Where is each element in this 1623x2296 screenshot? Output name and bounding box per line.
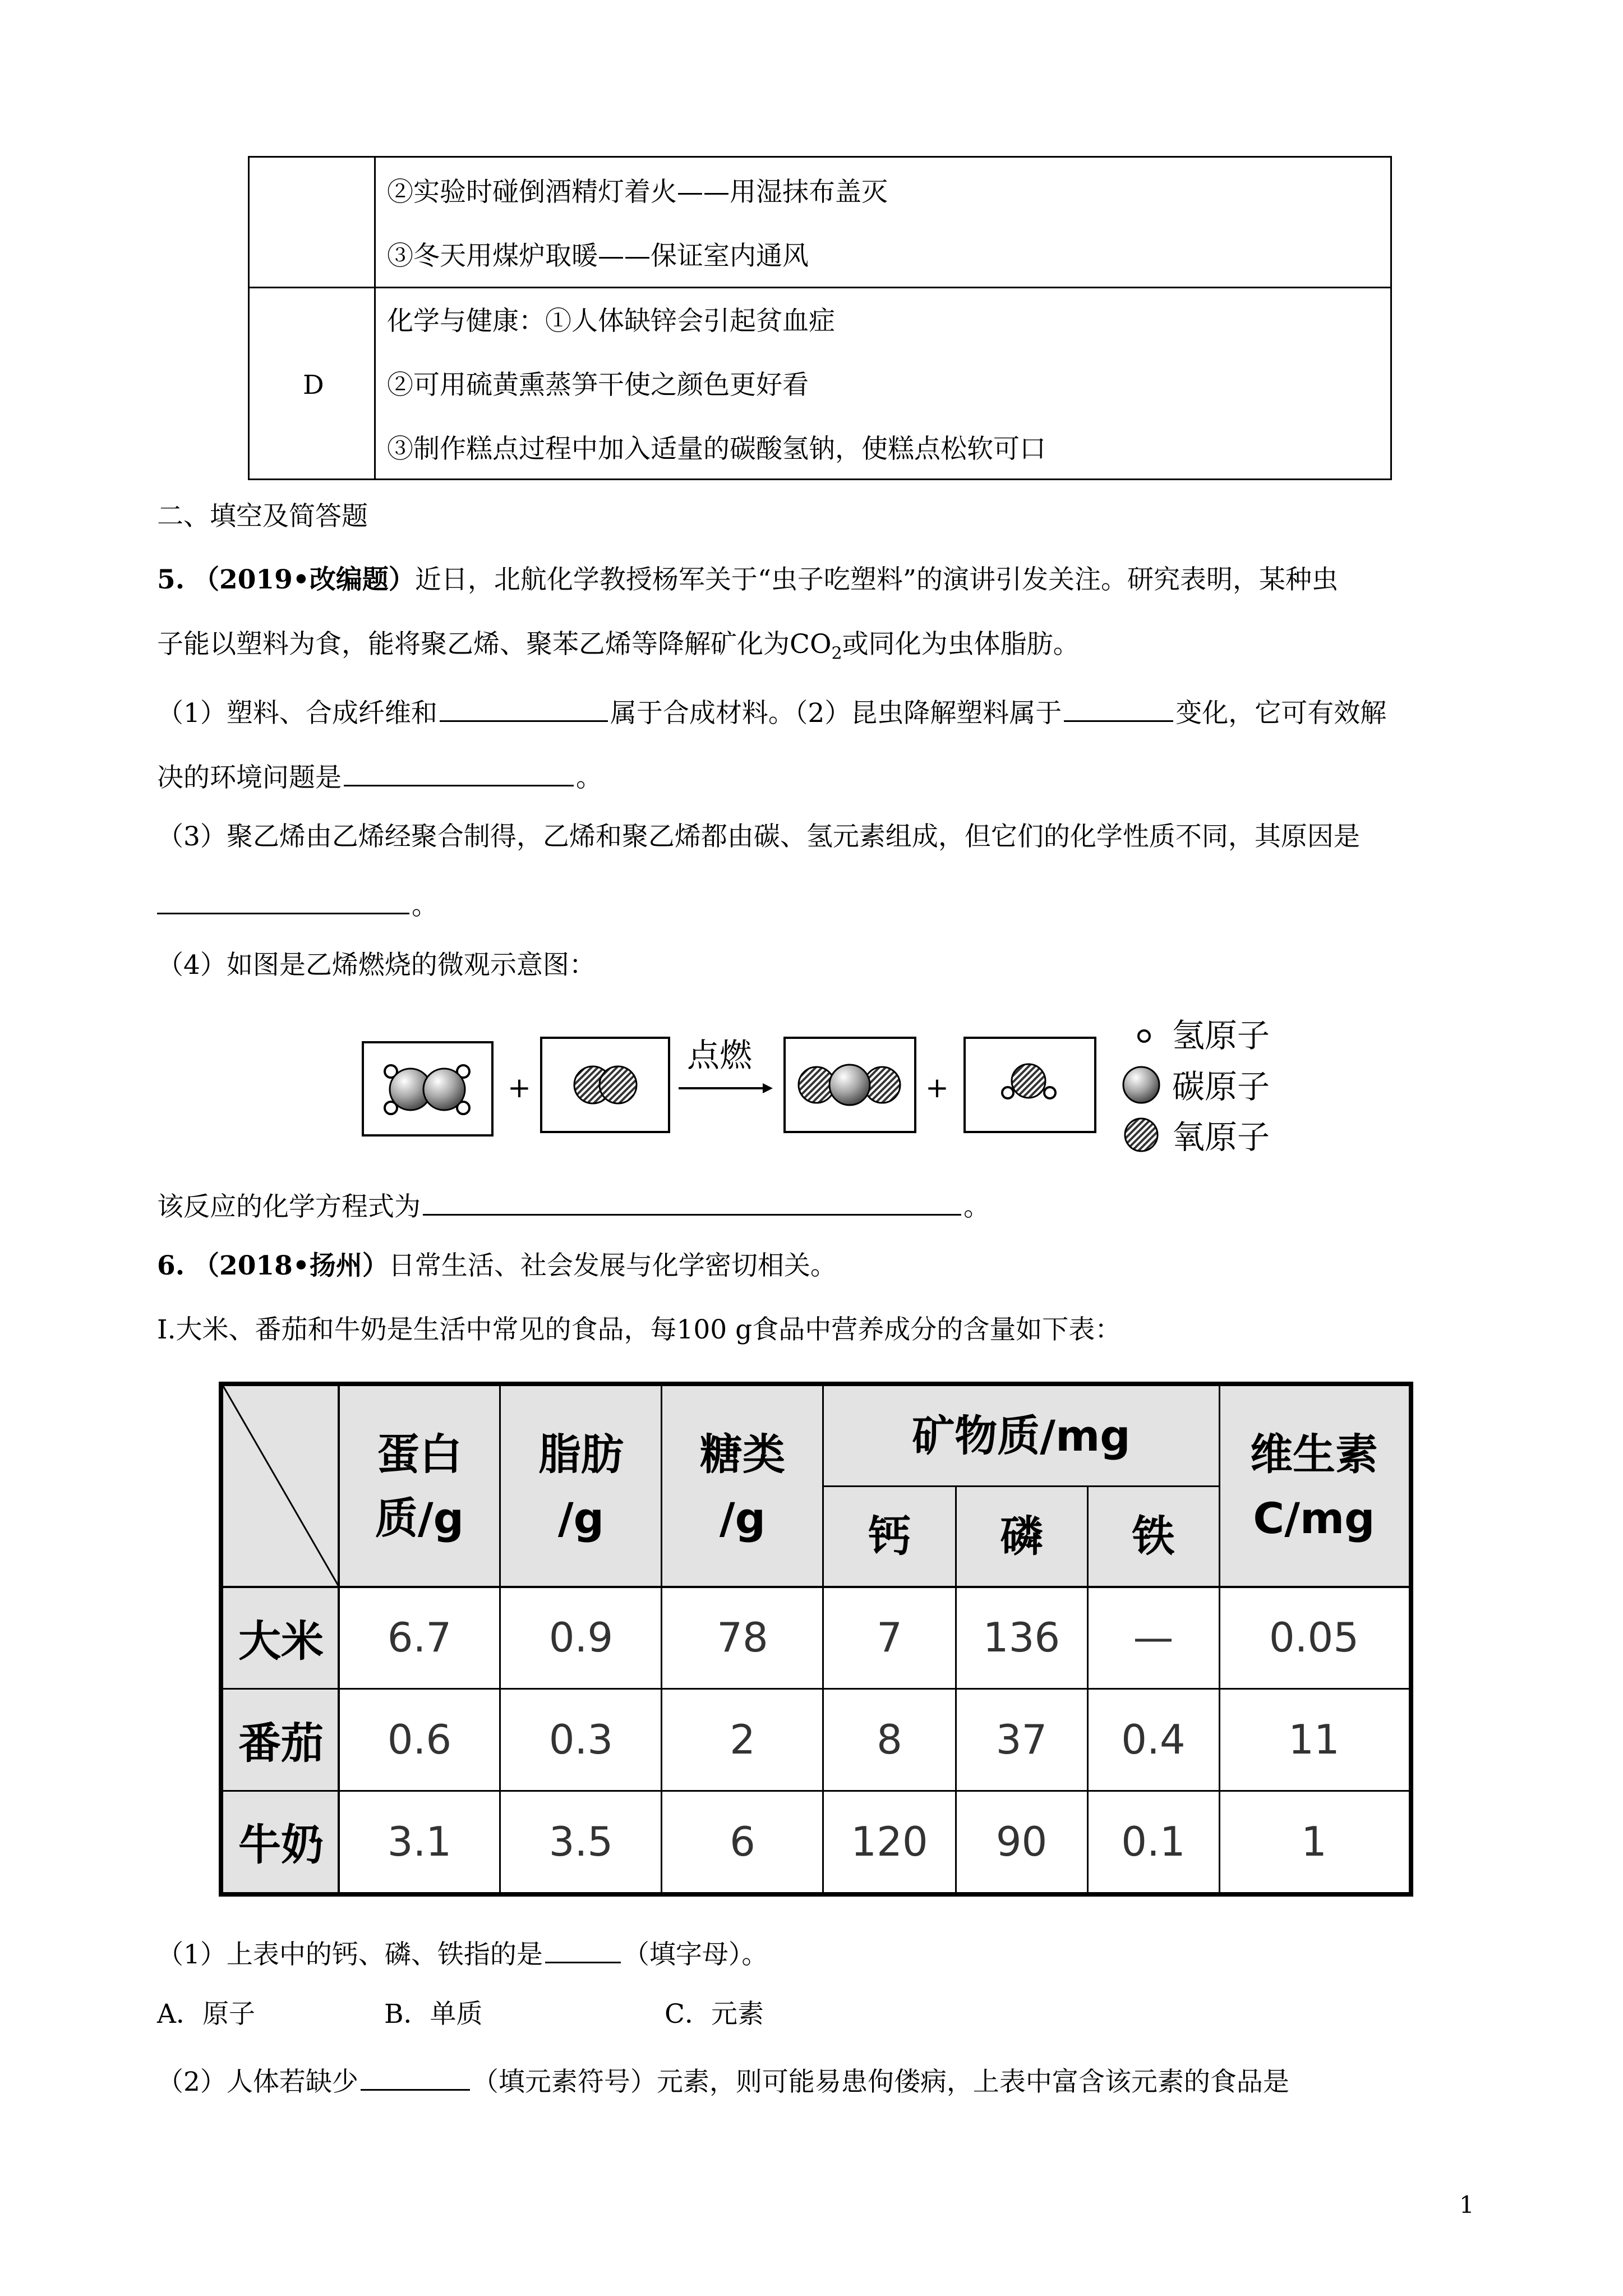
header-iron: 铁 — [1087, 1486, 1219, 1586]
header-text: /g — [719, 1493, 766, 1543]
reaction-condition: 点燃 — [687, 1036, 753, 1074]
option-c-line3: ③冬天用煤炉取暖——保证室内通风 — [387, 241, 809, 272]
page-number: 1 — [1459, 2191, 1474, 2219]
carbon-atom-icon — [1119, 1062, 1164, 1107]
q5-equation-line — [157, 1189, 990, 1220]
q5-part2-text: 决的环境问题是 — [157, 762, 342, 793]
legend-carbon: 碳原子 — [1172, 1068, 1270, 1106]
option-c: C．元素 — [665, 1999, 764, 2030]
plus-sign: + — [508, 1071, 531, 1104]
legend-hydrogen: 氢原子 — [1172, 1016, 1270, 1055]
q5-part4-line: （4）如图是乙烯燃烧的微观示意图： — [157, 950, 596, 981]
row-header-rice: 大米 — [223, 1586, 339, 1688]
option-d-line2: ②可用硫黄熏蒸笋干使之颜色更好看 — [387, 370, 809, 401]
header-text: 糖类 — [700, 1429, 785, 1479]
q5-part3-line: （3）聚乙烯由乙烯经聚合制得，乙烯和聚乙烯都由碳、氢元素组成，但它们的化学性质不同，其原因是 — [157, 821, 1360, 852]
q5-part3-line2 — [157, 888, 438, 919]
section-title: 二、填空及简答题 — [157, 501, 368, 532]
row-header-milk: 牛奶 — [223, 1791, 339, 1892]
header-vitamin-c — [1219, 1386, 1409, 1586]
legend-oxygen: 氧原子 — [1172, 1118, 1270, 1156]
punctuation: 。 — [412, 890, 438, 921]
q6-intro-text: 日常生活、社会发展与化学密切相关。 — [388, 1250, 837, 1281]
diagonal-line — [223, 1386, 339, 1586]
row-header-tomato: 番茄 — [223, 1688, 339, 1791]
q6-sub1-text: （1）上表中的钙、磷、铁指的是 — [157, 1939, 543, 1970]
table-cell: 6 — [730, 1818, 755, 1865]
table-cell: 8 — [877, 1716, 902, 1763]
q5-source: （2019•改编题） — [193, 564, 415, 595]
q5-intro-line2 — [157, 631, 1080, 662]
table-cell: 11 — [1288, 1716, 1340, 1763]
table-cell: 120 — [851, 1818, 928, 1865]
header-text: 维生素 — [1250, 1429, 1378, 1479]
nutrition-table — [219, 1382, 1413, 1897]
option-a: A．原子 — [157, 1999, 255, 2030]
header-text: C/mg — [1253, 1493, 1375, 1543]
q6-sub1-text: （填字母）。 — [623, 1939, 768, 1970]
header-text: 质/g — [375, 1493, 464, 1543]
table-cell: 2 — [730, 1716, 755, 1763]
header-phosphorus: 磷 — [956, 1486, 1087, 1586]
grid-line — [822, 1386, 824, 1892]
header-text: 脂肪 — [538, 1429, 624, 1479]
table-cell: 90 — [995, 1818, 1048, 1865]
table-divider — [374, 158, 376, 478]
water-molecule-box — [963, 1037, 1096, 1133]
q6-number: 6. — [157, 1250, 185, 1281]
options-table — [248, 156, 1392, 480]
option-c-line2: ②实验时碰倒酒精灯着火——用湿抹布盖灭 — [387, 177, 888, 208]
q6-sub2-line — [157, 2064, 1289, 2095]
q6-sub1-line — [157, 1937, 768, 1968]
grid-line — [499, 1386, 501, 1892]
table-cell: 3.1 — [387, 1818, 452, 1865]
q5-equation-text: 该反应的化学方程式为 — [157, 1191, 421, 1222]
grid-line — [338, 1386, 340, 1892]
water-molecule — [966, 1039, 1094, 1131]
ethylene-molecule-box — [362, 1041, 494, 1137]
header-calcium: 钙 — [823, 1486, 956, 1586]
answer-blank[interactable] — [1064, 696, 1173, 722]
answer-blank[interactable] — [157, 888, 409, 914]
table-cell: 0.6 — [387, 1716, 452, 1763]
reaction-arrow-icon — [679, 1080, 774, 1097]
q5-part2-line — [157, 760, 602, 791]
grid-line — [223, 1586, 1409, 1588]
subscript: 2 — [831, 643, 842, 664]
carbon-dioxide-molecule-box — [783, 1037, 916, 1133]
table-cell: 37 — [995, 1716, 1048, 1763]
q5-intro-line1 — [157, 564, 1338, 595]
q6-source: （2018•扬州） — [193, 1250, 389, 1281]
table-cell: 6.7 — [387, 1614, 452, 1661]
header-sugar — [662, 1386, 823, 1586]
answer-blank[interactable] — [361, 2064, 470, 2091]
q5-intro-text: 或同化为虫体脂肪。 — [842, 629, 1080, 660]
table-cell: 136 — [983, 1614, 1061, 1661]
plus-sign: + — [925, 1071, 949, 1104]
table-cell: 0.05 — [1269, 1614, 1359, 1661]
ethylene-molecule — [364, 1043, 491, 1134]
grid-line — [1219, 1386, 1220, 1892]
q6-sub2-text: （2）人体若缺少 — [157, 2067, 358, 2097]
q5-part1-line — [157, 696, 1387, 729]
table-cell: 0.4 — [1121, 1716, 1186, 1763]
header-text: 蛋白 — [376, 1429, 462, 1479]
grid-line — [223, 1688, 1409, 1690]
grid-line — [823, 1485, 1219, 1487]
answer-blank[interactable] — [545, 1937, 621, 1963]
punctuation: 。 — [963, 1191, 990, 1222]
table-cell: 0.9 — [548, 1614, 614, 1661]
q5-intro-text: 近日，北航化学教授杨军关于“虫子吃塑料”的演讲引发关注。研究表明，某种虫 — [414, 564, 1338, 595]
option-d-line1: 化学与健康：①人体缺锌会引起贫血症 — [387, 306, 835, 337]
table-cell: 0.1 — [1121, 1818, 1186, 1865]
table-cell: — — [1133, 1614, 1174, 1661]
q5-part2-text: 变化，它可有效解 — [1175, 698, 1387, 729]
q5-part2-text: 属于合成材料。（2）昆虫降解塑料属于 — [610, 698, 1062, 729]
q6-sub2-text: （填元素符号）元素，则可能易患佝偻病，上表中富含该元素的食品是 — [472, 2067, 1289, 2097]
table-corner-cell — [223, 1386, 339, 1586]
option-b: B．单质 — [384, 1999, 483, 2030]
table-cell: 0.3 — [548, 1716, 614, 1763]
table-cell: 7 — [877, 1614, 902, 1661]
q5-number: 5. — [157, 564, 185, 595]
header-fat — [500, 1386, 662, 1586]
q6-intro-line — [157, 1250, 837, 1281]
grid-line — [223, 1790, 1409, 1792]
oxygen-molecule — [542, 1039, 668, 1131]
grid-line — [661, 1386, 662, 1892]
header-protein — [339, 1386, 500, 1586]
table-cell: 78 — [717, 1614, 768, 1661]
answer-blank[interactable] — [423, 1189, 961, 1216]
punctuation: 。 — [576, 762, 602, 793]
oxygen-atom-icon — [1122, 1115, 1161, 1154]
header-text: /g — [557, 1493, 605, 1543]
table-cell: 3.5 — [548, 1818, 614, 1865]
header-minerals: 矿物质/mg — [823, 1386, 1219, 1486]
carbon-dioxide-molecule — [786, 1039, 914, 1131]
option-d-label: D — [303, 370, 324, 401]
oxygen-molecule-box — [540, 1037, 670, 1133]
q6-part1-intro: Ⅰ.大米、番茄和牛奶是生活中常见的食品，每100 g食品中营养成分的含量如下表： — [157, 1314, 1122, 1345]
q5-part1-text: （1）塑料、合成纤维和 — [157, 698, 437, 729]
q5-intro-text: 子能以塑料为食，能将聚乙烯、聚苯乙烯等降解矿化为CO — [157, 629, 832, 660]
answer-blank[interactable] — [344, 760, 574, 786]
table-cell: 1 — [1301, 1818, 1327, 1865]
option-d-line3: ③制作糕点过程中加入适量的碳酸氢钠，使糕点松软可口 — [387, 434, 1046, 464]
answer-blank[interactable] — [440, 696, 608, 722]
table-divider — [250, 287, 1390, 288]
hydrogen-atom-icon — [1127, 1019, 1161, 1053]
